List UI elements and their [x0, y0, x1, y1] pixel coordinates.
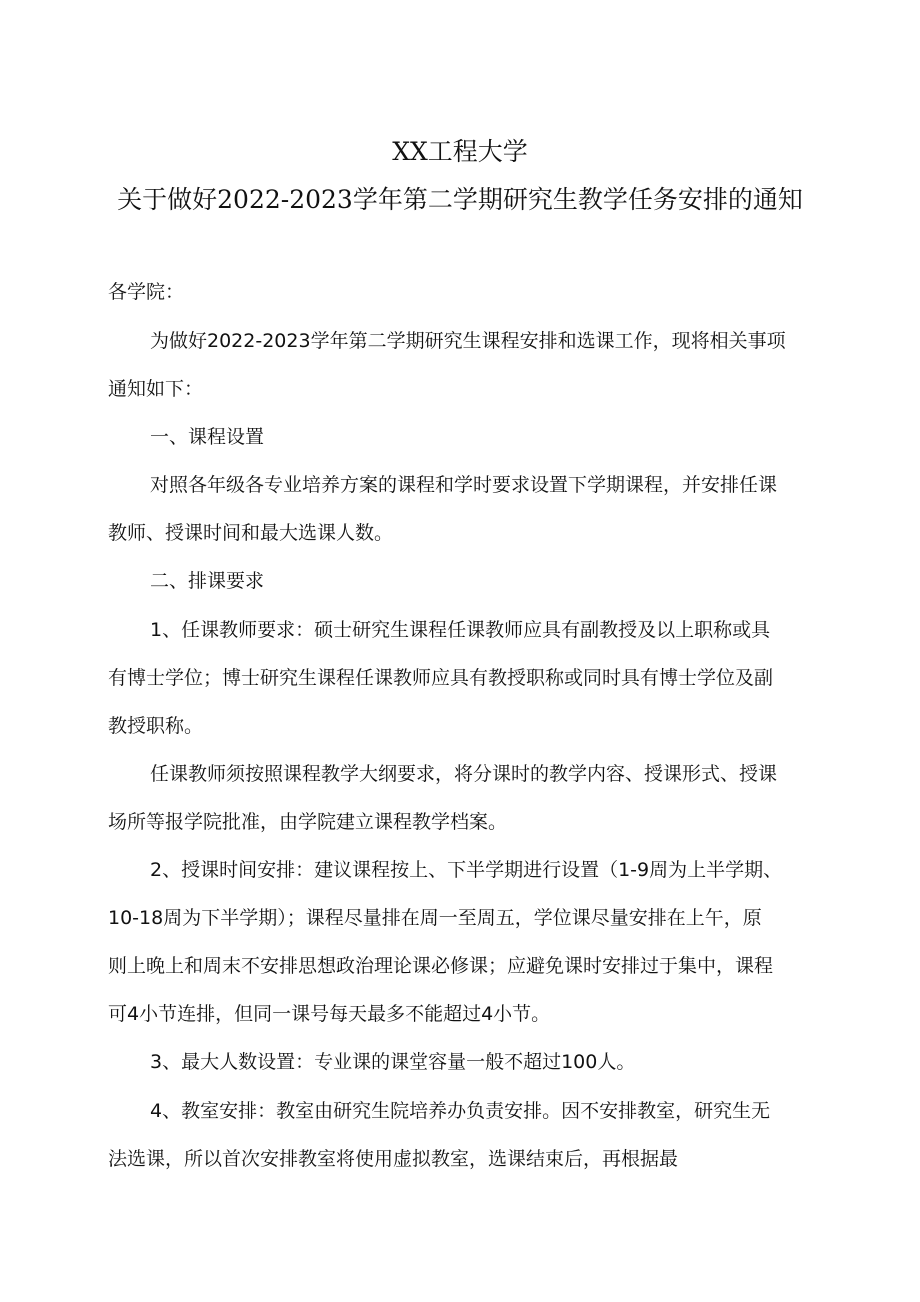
paragraph-line: 教师、授课时间和最大选课人数。 [108, 522, 394, 544]
paragraph-line: 场所等报学院批准，由学院建立课程教学档案。 [108, 811, 508, 833]
paragraph-line: 2、授课时间安排：建议课程按上、下半学期进行设置（1-9周为上半学期、 [150, 859, 783, 881]
salutation: 各学院： [108, 281, 185, 303]
paragraph-line: 对照各年级各专业培养方案的课程和学时要求设置下学期课程，并安排任课 [150, 474, 778, 496]
paragraph-line: 任课教师须按照课程教学大纲要求，将分课时的教学内容、授课形式、授课 [150, 763, 778, 785]
document-title-notice: 关于做好2022-2023学年第二学期研究生教学任务安排的通知 [117, 185, 803, 214]
paragraph-line: 1、任课教师要求：硕士研究生课程任课教师应具有副教授及以上职称或具 [150, 619, 771, 641]
intro-line-2: 通知如下： [108, 378, 204, 400]
section-heading-scheduling-requirements: 二、排课要求 [150, 570, 265, 592]
paragraph-line: 教授职称。 [108, 715, 204, 737]
paragraph-line: 有博士学位；博士研究生课程任课教师应具有教授职称或同时具有博士学位及副 [108, 667, 774, 689]
paragraph-line: 法选课，所以首次安排教室将使用虚拟教室，选课结束后，再根据最 [108, 1148, 679, 1170]
paragraph-line: 4、教室安排：教室由研究生院培养办负责安排。因不安排教室，研究生无 [150, 1100, 771, 1122]
paragraph-line: 3、最大人数设置：专业课的课堂容量一般不超过100人。 [150, 1051, 636, 1073]
paragraph-line: 可4小节连排，但同一课号每天最多不能超过4小节。 [108, 1003, 551, 1025]
paragraph-line: 10-18周为下半学期）；课程尽量排在周一至周五，学位课尽量安排在上午，原 [108, 907, 762, 929]
section-heading-course-setting: 一、课程设置 [150, 426, 265, 448]
document-title-university: XX工程大学 [392, 137, 528, 166]
intro-line-1: 为做好2022-2023学年第二学期研究生课程安排和选课工作，现将相关事项 [150, 330, 786, 352]
paragraph-line: 则上晚上和周末不安排思想政治理论课必修课；应避免课时安排过于集中，课程 [108, 955, 774, 977]
